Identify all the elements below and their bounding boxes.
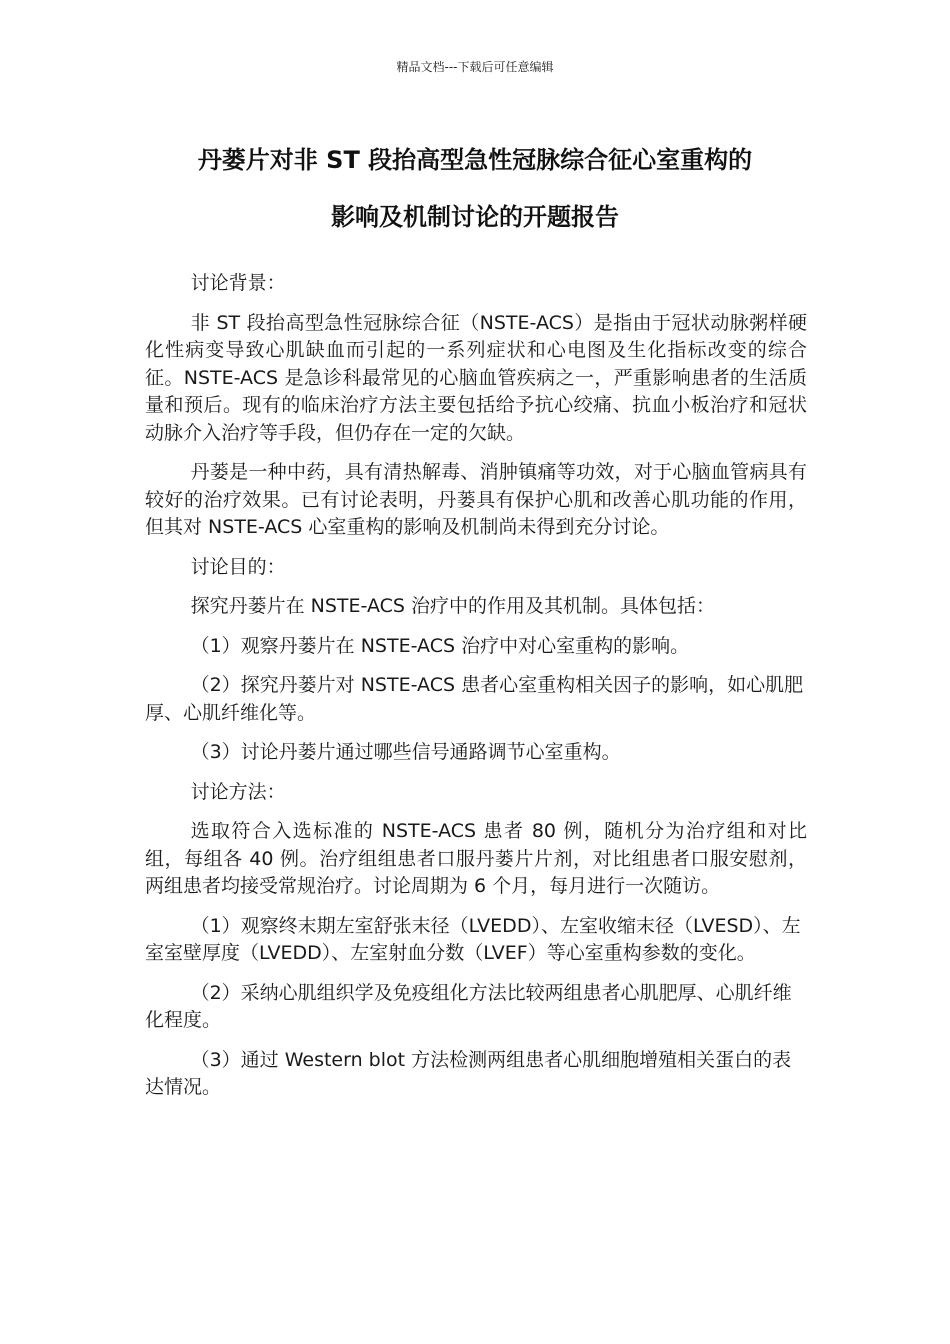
method-item: （2）采纳心肌组织学及免疫组化方法比较两组患者心肌肥厚、心肌纤维化程度。 [145,981,792,1031]
purpose-intro: 探究丹蒌片在 NSTE-ACS 治疗中的作用及其机制。具体包括： [190,595,715,617]
purpose-heading: 讨论目的： [190,555,286,578]
purpose-item: （1）观察丹蒌片在 NSTE-ACS 治疗中对心室重构的影响。 [190,634,690,657]
method-heading: 讨论方法： [190,780,286,803]
document-body [145,270,807,1114]
document-title-line-1: 丹蒌片对非 ST 段抬高型急性冠脉综合征心室重构的 [197,146,753,174]
method-item: （3）通过 Western blot 方法检测两组患者心肌细胞增殖相关蛋白的表达情况。 [145,1048,792,1098]
document-title-line-2: 影响及机制讨论的开题报告 [331,203,619,231]
method-paragraph: 选取符合入选标准的 NSTE-ACS 患者 80 例，随机分为治疗组和对比组，每组各 40 例。治疗组组患者口服丹蒌片片剂，对比组患者口服安慰剂，两组患者均接受常规治疗。讨论周期为 6 个月，每月进行一次随访。 [145,820,807,897]
background-paragraph-2: 丹蒌是一种中药，具有清热解毒、消肿镇痛等功效，对于心脑血管病具有较好的治疗效果。已有讨论表明，丹蒌具有保护心肌和改善心肌功能的作用，但其对 NSTE-ACS 心室重构的影响及机制尚未得到充分讨论。 [145,461,807,538]
purpose-item: （3）讨论丹蒌片通过哪些信号通路调节心室重构。 [190,741,621,763]
purpose-item: （2）探究丹蒌片对 NSTE-ACS 患者心室重构相关因子的影响，如心肌肥厚、心肌纤维化等。 [145,674,804,724]
background-heading: 讨论背景： [190,272,286,294]
background-paragraph-1: 非 ST 段抬高型急性冠脉综合征（NSTE-ACS）是指由于冠状动脉粥样硬化性病变导致心肌缺血而引起的一系列症状和心电图及生化指标改变的综合征。NSTE-ACS 是急诊科最常见的心脑血管疾病之一，严重影响患者的生活质量和预后。现有的临床治疗方法主要包括给予抗心绞痛、抗血小板治疗和冠状动脉介入治疗等手段，但仍存在一定的欠缺。 [145,311,807,444]
page-header: 精品文档---下载后可任意编辑 [396,60,554,74]
method-item: （1）观察终末期左室舒张末径（LVEDD）、左室收缩末径（LVESD）、左室室壁厚度（LVEDD）、左室射血分数（LVEF）等心室重构参数的变化。 [145,914,801,964]
